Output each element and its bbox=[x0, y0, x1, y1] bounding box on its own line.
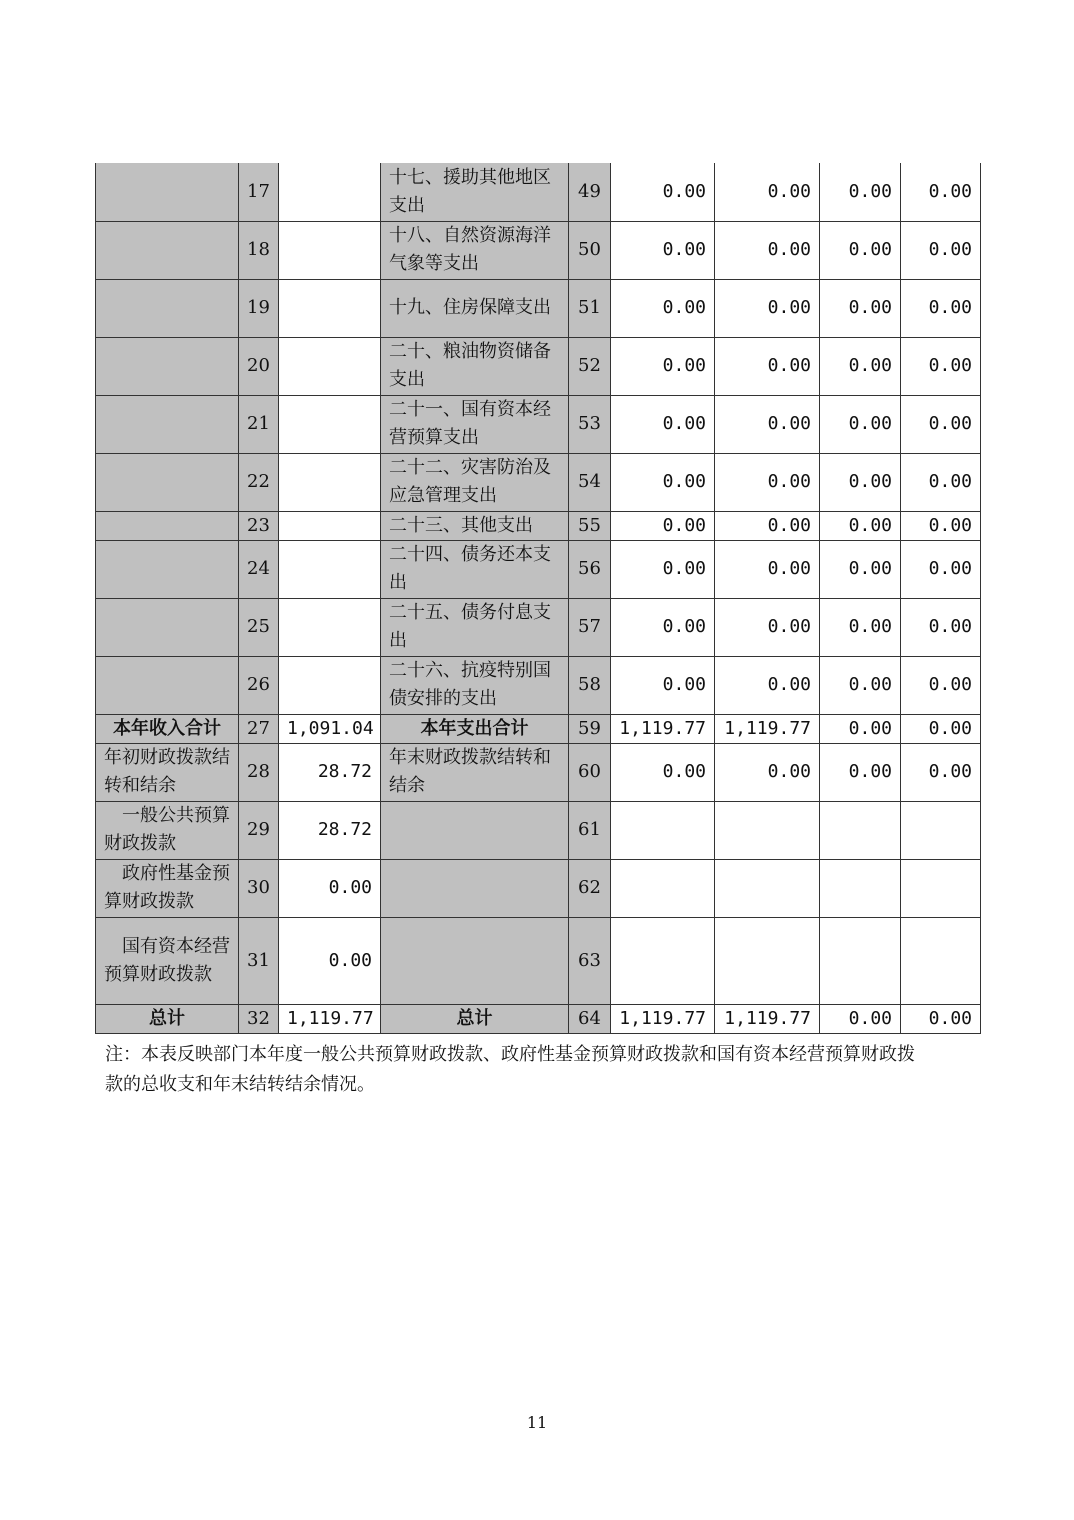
row-seq: 23 bbox=[239, 511, 279, 540]
table-row bbox=[96, 453, 981, 511]
amount-cell: 0.00 bbox=[715, 453, 820, 511]
grand-total-income-label: 总计 bbox=[96, 1004, 239, 1033]
row-seq: 21 bbox=[239, 395, 279, 453]
income-label-blank bbox=[96, 337, 239, 395]
sub-income-label: 政府性基金预算财政拨款 bbox=[96, 859, 239, 917]
table-row bbox=[96, 337, 981, 395]
amount-cell: 0.00 bbox=[901, 540, 981, 598]
income-value-blank bbox=[279, 453, 381, 511]
empty-cell bbox=[611, 859, 715, 917]
amount-cell: 0.00 bbox=[820, 714, 901, 743]
empty-cell bbox=[820, 917, 901, 1004]
expense-item-label: 二十四、债务还本支出 bbox=[381, 540, 569, 598]
amount-cell: 0.00 bbox=[611, 540, 715, 598]
amount-cell: 0.00 bbox=[611, 163, 715, 221]
amount-cell: 0.00 bbox=[901, 395, 981, 453]
empty-cell bbox=[715, 801, 820, 859]
income-label-blank bbox=[96, 656, 239, 714]
row-code: 57 bbox=[569, 598, 611, 656]
row-seq: 20 bbox=[239, 337, 279, 395]
row-seq: 19 bbox=[239, 279, 279, 337]
income-label-blank bbox=[96, 395, 239, 453]
expense-item-label: 二十六、抗疫特别国债安排的支出 bbox=[381, 656, 569, 714]
income-value-blank bbox=[279, 337, 381, 395]
table-note: 注：本表反映部门本年度一般公共预算财政拨款、政府性基金预算财政拨款和国有资本经营预算财政拨款的总收支和年末结转结余情况。 bbox=[105, 1044, 915, 1095]
table-row bbox=[96, 221, 981, 279]
row-code: 55 bbox=[569, 511, 611, 540]
fiscal-summary-table bbox=[95, 163, 981, 1034]
income-value-blank bbox=[279, 395, 381, 453]
row-seq: 25 bbox=[239, 598, 279, 656]
expense-item-label: 十八、自然资源海洋气象等支出 bbox=[381, 221, 569, 279]
amount-cell: 0.00 bbox=[901, 337, 981, 395]
amount-cell: 0.00 bbox=[820, 540, 901, 598]
sub-income-label: 一般公共预算财政拨款 bbox=[96, 801, 239, 859]
amount-cell: 0.00 bbox=[901, 511, 981, 540]
amount-cell: 0.00 bbox=[820, 337, 901, 395]
expense-item-label: 十九、住房保障支出 bbox=[381, 279, 569, 337]
row-code: 64 bbox=[569, 1004, 611, 1033]
empty-expense-label bbox=[381, 859, 569, 917]
expense-item-label: 二十五、债务付息支出 bbox=[381, 598, 569, 656]
income-label-blank bbox=[96, 221, 239, 279]
carry-income-value: 28.72 bbox=[279, 743, 381, 801]
empty-cell bbox=[820, 859, 901, 917]
amount-cell: 0.00 bbox=[901, 714, 981, 743]
empty-expense-label bbox=[381, 801, 569, 859]
empty-cell bbox=[901, 917, 981, 1004]
amount-cell: 1,119.77 bbox=[715, 1004, 820, 1033]
empty-cell bbox=[901, 859, 981, 917]
amount-cell: 0.00 bbox=[611, 395, 715, 453]
row-code: 54 bbox=[569, 453, 611, 511]
sub-income-value: 0.00 bbox=[279, 859, 381, 917]
income-value-blank bbox=[279, 221, 381, 279]
table-row bbox=[96, 540, 981, 598]
carry-expense-label: 年末财政拨款结转和结余 bbox=[381, 743, 569, 801]
amount-cell: 0.00 bbox=[611, 221, 715, 279]
amount-cell: 0.00 bbox=[715, 656, 820, 714]
row-code: 53 bbox=[569, 395, 611, 453]
amount-cell: 0.00 bbox=[715, 743, 820, 801]
amount-cell: 0.00 bbox=[715, 598, 820, 656]
amount-cell: 0.00 bbox=[611, 598, 715, 656]
row-seq: 24 bbox=[239, 540, 279, 598]
amount-cell: 0.00 bbox=[715, 540, 820, 598]
income-value-blank bbox=[279, 511, 381, 540]
amount-cell: 0.00 bbox=[820, 453, 901, 511]
amount-cell: 0.00 bbox=[715, 279, 820, 337]
income-value-blank bbox=[279, 540, 381, 598]
amount-cell: 0.00 bbox=[901, 163, 981, 221]
amount-cell: 0.00 bbox=[611, 511, 715, 540]
empty-cell bbox=[715, 917, 820, 1004]
amount-cell: 0.00 bbox=[901, 279, 981, 337]
amount-cell: 0.00 bbox=[901, 453, 981, 511]
row-seq: 17 bbox=[239, 163, 279, 221]
amount-cell: 0.00 bbox=[611, 279, 715, 337]
row-code: 62 bbox=[569, 859, 611, 917]
row-code: 51 bbox=[569, 279, 611, 337]
amount-cell: 0.00 bbox=[901, 1004, 981, 1033]
expense-total-label: 本年支出合计 bbox=[381, 714, 569, 743]
income-label-blank bbox=[96, 453, 239, 511]
amount-cell: 0.00 bbox=[611, 656, 715, 714]
income-label-blank bbox=[96, 279, 239, 337]
empty-expense-label bbox=[381, 917, 569, 1004]
income-value-blank bbox=[279, 279, 381, 337]
row-code: 61 bbox=[569, 801, 611, 859]
income-label-blank bbox=[96, 540, 239, 598]
amount-cell: 0.00 bbox=[611, 453, 715, 511]
sub-income-value: 0.00 bbox=[279, 917, 381, 1004]
table-row bbox=[96, 279, 981, 337]
row-code: 50 bbox=[569, 221, 611, 279]
amount-cell: 1,119.77 bbox=[611, 714, 715, 743]
expense-item-label: 二十一、国有资本经营预算支出 bbox=[381, 395, 569, 453]
row-seq: 18 bbox=[239, 221, 279, 279]
amount-cell: 0.00 bbox=[820, 743, 901, 801]
amount-cell: 0.00 bbox=[820, 163, 901, 221]
row-seq: 29 bbox=[239, 801, 279, 859]
row-seq: 32 bbox=[239, 1004, 279, 1033]
amount-cell: 0.00 bbox=[715, 221, 820, 279]
amount-cell: 1,119.77 bbox=[611, 1004, 715, 1033]
row-code: 56 bbox=[569, 540, 611, 598]
row-seq: 28 bbox=[239, 743, 279, 801]
amount-cell: 1,119.77 bbox=[715, 714, 820, 743]
row-seq: 22 bbox=[239, 453, 279, 511]
empty-cell bbox=[820, 801, 901, 859]
income-value-blank bbox=[279, 656, 381, 714]
table-row bbox=[96, 395, 981, 453]
amount-cell: 0.00 bbox=[611, 743, 715, 801]
amount-cell: 0.00 bbox=[820, 511, 901, 540]
row-seq: 31 bbox=[239, 917, 279, 1004]
income-label-blank bbox=[96, 163, 239, 221]
row-seq: 30 bbox=[239, 859, 279, 917]
empty-cell bbox=[611, 917, 715, 1004]
amount-cell: 0.00 bbox=[715, 511, 820, 540]
empty-cell bbox=[715, 859, 820, 917]
expense-item-label: 十七、援助其他地区支出 bbox=[381, 163, 569, 221]
row-code: 60 bbox=[569, 743, 611, 801]
amount-cell: 0.00 bbox=[820, 395, 901, 453]
expense-item-label: 二十三、其他支出 bbox=[381, 511, 569, 540]
amount-cell: 0.00 bbox=[901, 598, 981, 656]
amount-cell: 0.00 bbox=[901, 656, 981, 714]
row-code: 49 bbox=[569, 163, 611, 221]
income-value-blank bbox=[279, 598, 381, 656]
income-total-value: 1,091.04 bbox=[279, 714, 381, 743]
amount-cell: 0.00 bbox=[715, 395, 820, 453]
carry-income-label: 年初财政拨款结转和结余 bbox=[96, 743, 239, 801]
empty-cell bbox=[901, 801, 981, 859]
amount-cell: 0.00 bbox=[820, 598, 901, 656]
table-row bbox=[96, 163, 981, 221]
amount-cell: 0.00 bbox=[611, 337, 715, 395]
income-label-blank bbox=[96, 598, 239, 656]
amount-cell: 0.00 bbox=[901, 221, 981, 279]
amount-cell: 0.00 bbox=[820, 279, 901, 337]
amount-cell: 0.00 bbox=[820, 221, 901, 279]
table-row bbox=[96, 598, 981, 656]
expense-item-label: 二十、粮油物资储备支出 bbox=[381, 337, 569, 395]
sub-income-value: 28.72 bbox=[279, 801, 381, 859]
row-code: 52 bbox=[569, 337, 611, 395]
amount-cell: 0.00 bbox=[715, 163, 820, 221]
page-number: 11 bbox=[526, 1413, 548, 1432]
table-row bbox=[96, 511, 981, 540]
expense-item-label: 二十二、灾害防治及应急管理支出 bbox=[381, 453, 569, 511]
row-code: 63 bbox=[569, 917, 611, 1004]
row-code: 59 bbox=[569, 714, 611, 743]
income-label-blank bbox=[96, 511, 239, 540]
row-seq: 26 bbox=[239, 656, 279, 714]
income-value-blank bbox=[279, 163, 381, 221]
row-code: 58 bbox=[569, 656, 611, 714]
amount-cell: 0.00 bbox=[715, 337, 820, 395]
table-row bbox=[96, 656, 981, 714]
amount-cell: 0.00 bbox=[901, 743, 981, 801]
sub-income-label: 国有资本经营预算财政拨款 bbox=[96, 917, 239, 1004]
amount-cell: 0.00 bbox=[820, 656, 901, 714]
grand-total-income-value: 1,119.77 bbox=[279, 1004, 381, 1033]
row-seq: 27 bbox=[239, 714, 279, 743]
grand-total-expense-label: 总计 bbox=[381, 1004, 569, 1033]
empty-cell bbox=[611, 801, 715, 859]
amount-cell: 0.00 bbox=[820, 1004, 901, 1033]
income-total-label: 本年收入合计 bbox=[96, 714, 239, 743]
